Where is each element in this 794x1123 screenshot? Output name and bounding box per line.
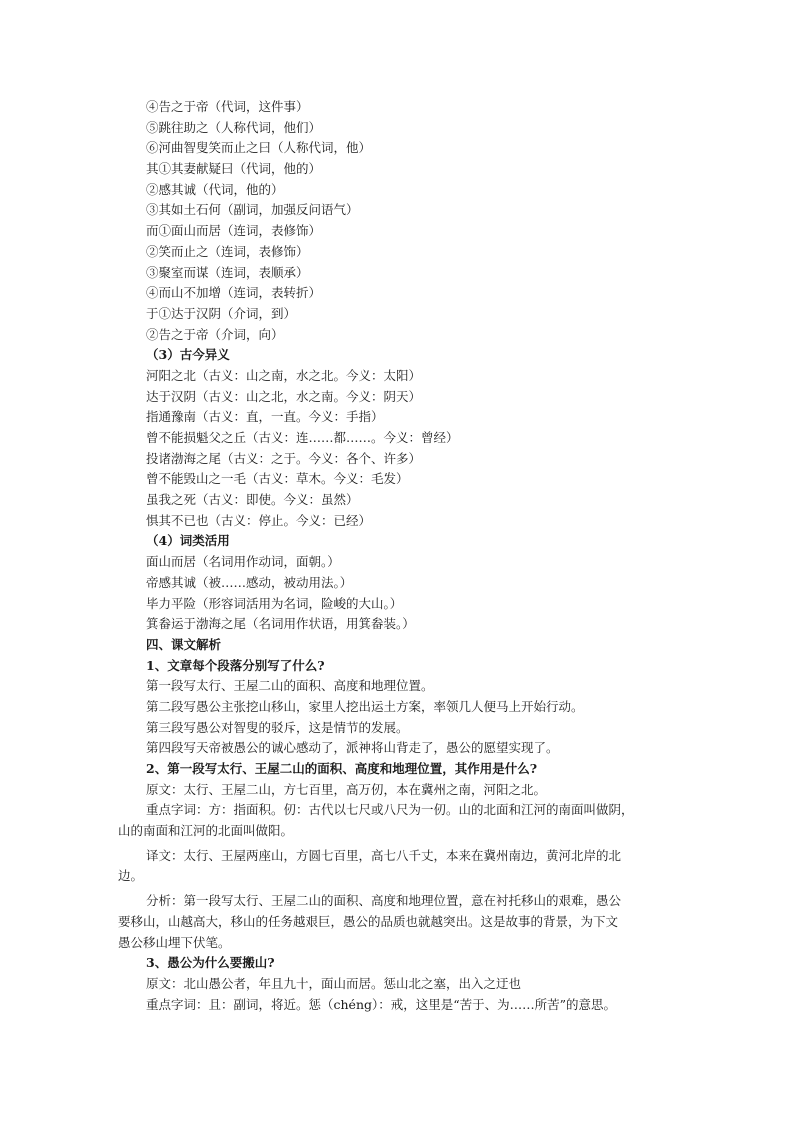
list-item: 惧其不已也（古义：停止。今义：已经） bbox=[146, 512, 372, 528]
list-item: 达于汉阴（古义：山之北，水之南。今义：阴天） bbox=[146, 388, 422, 404]
list-item: ⑥河曲智叟笑而止之曰（人称代词，他） bbox=[146, 140, 372, 156]
answer-line: 第二段写愚公主张挖山移山，家里人挖出运土方案，率领几人便马上开始行动。 bbox=[146, 698, 584, 714]
list-item: 指通豫南（古义：直，一直。今义：手指） bbox=[146, 409, 384, 425]
keywords-line: 重点字词：方：指面积。仞：古代以七尺或八尺为一仞。山的北面和江河的南面叫做阴， bbox=[146, 802, 634, 818]
list-item: ⑤跳往助之（人称代词，他们） bbox=[146, 119, 322, 135]
list-item: 其①其妻献疑曰（代词，他的） bbox=[146, 161, 322, 177]
list-item: 投诸渤海之尾（古义：之于。今义：各个、许多） bbox=[146, 450, 422, 466]
translation-line: 边。 bbox=[118, 868, 144, 884]
part-of-speech-list bbox=[146, 552, 686, 635]
list-item: 毕力平险（形容词活用为名词，险峻的大山。） bbox=[146, 595, 403, 611]
answer-line: 第三段写愚公对智叟的驳斥，这是情节的发展。 bbox=[146, 719, 409, 735]
list-item: 面山而居（名词用作动词，面朝。） bbox=[146, 554, 340, 570]
answer-line: 第四段写天帝被愚公的诚心感动了，派神将山背走了，愚公的愿望实现了。 bbox=[146, 740, 559, 756]
list-item: ②感其诚（代词，他的） bbox=[146, 181, 284, 197]
keywords-line: 重点字词：且：副词，将近。惩（chéng）：戒，这里是“苦于、为……所苦”的意思。 bbox=[146, 996, 617, 1012]
list-item: 于①达于汉阴（介词，到） bbox=[146, 305, 297, 321]
analysis-line: 愚公移山埋下伏笔。 bbox=[118, 934, 231, 950]
list-item: 虽我之死（古义：即使。今义：虽然） bbox=[146, 492, 359, 508]
question-heading-2: 2、第一段写太行、王屋二山的面积、高度和地理位置，其作用是什么? bbox=[146, 761, 538, 776]
list-item: 帝感其诚（被……感动，被动用法。） bbox=[146, 574, 353, 590]
document-content bbox=[118, 97, 686, 1015]
list-item: ②告之于帝（介词，向） bbox=[146, 326, 284, 342]
section-heading-ancient-modern-meaning: （3）古今异义 bbox=[146, 347, 230, 363]
section-heading-part-of-speech: （4）词类活用 bbox=[146, 533, 230, 549]
ancient-modern-meaning-list bbox=[146, 366, 686, 532]
list-item: ③聚室而谋（连词，表顺承） bbox=[146, 264, 309, 280]
list-item: 曾不能毁山之一毛（古义：草木。今义：毛发） bbox=[146, 471, 409, 487]
word-usage-list-qi-possessive bbox=[146, 159, 686, 221]
translation-line: 译文：太行、王屋两座山，方圆七百里，高七八千丈，本来在冀州南边，黄河北岸的北 bbox=[146, 847, 622, 863]
translation-paragraph bbox=[118, 846, 686, 887]
keywords-line: 山的南面和江河的北面叫做阳。 bbox=[118, 823, 294, 839]
list-item: ②笑而止之（连词，表修饰） bbox=[146, 243, 309, 259]
analysis-paragraph bbox=[118, 891, 686, 953]
original-text: 原文：太行、王屋二山，方七百里，高万仞，本在冀州之南，河阳之北。 bbox=[146, 781, 547, 797]
list-item: ③其如土石何（副词，加强反问语气） bbox=[146, 202, 359, 218]
question-1-answers bbox=[146, 676, 686, 759]
word-usage-list-yu bbox=[146, 304, 686, 345]
word-usage-list-er bbox=[146, 221, 686, 304]
analysis-line: 分析：第一段写太行、王屋二山的面积、高度和地理位置，意在衬托移山的艰难，愚公 bbox=[146, 893, 622, 909]
question-heading-3: 3、愚公为什么要搬山? bbox=[146, 955, 275, 971]
list-item: 曾不能损魁父之丘（古义：连……都……。今义：曾经） bbox=[146, 430, 459, 445]
original-text: 原文：北山愚公者，年且九十，面山而居。惩山北之塞，出入之迂也 bbox=[146, 975, 522, 991]
list-item: ④告之于帝（代词，这件事） bbox=[146, 99, 309, 114]
analysis-line: 要移山，山越高大，移山的任务越艰巨，愚公的品质也就越突出。这是故事的背景，为下文 bbox=[118, 913, 619, 929]
answer-line: 第一段写太行、王屋二山的面积、高度和地理位置。 bbox=[146, 678, 434, 694]
list-item: 河阳之北（古义：山之南，水之北。今义：太阳） bbox=[146, 367, 422, 383]
list-item: 箕畚运于渤海之尾（名词用作状语，用箕畚装。） bbox=[146, 616, 415, 632]
part-heading-text-analysis: 四、课文解析 bbox=[146, 636, 222, 652]
keywords-paragraph bbox=[118, 800, 686, 841]
question-heading-1: 1、文章每个段落分别写了什么? bbox=[146, 657, 325, 673]
list-item: 而①面山而居（连词，表修饰） bbox=[146, 223, 322, 239]
list-item: ④而山不加增（连词，表转折） bbox=[146, 285, 322, 301]
word-usage-list-qi-continued bbox=[146, 97, 686, 159]
